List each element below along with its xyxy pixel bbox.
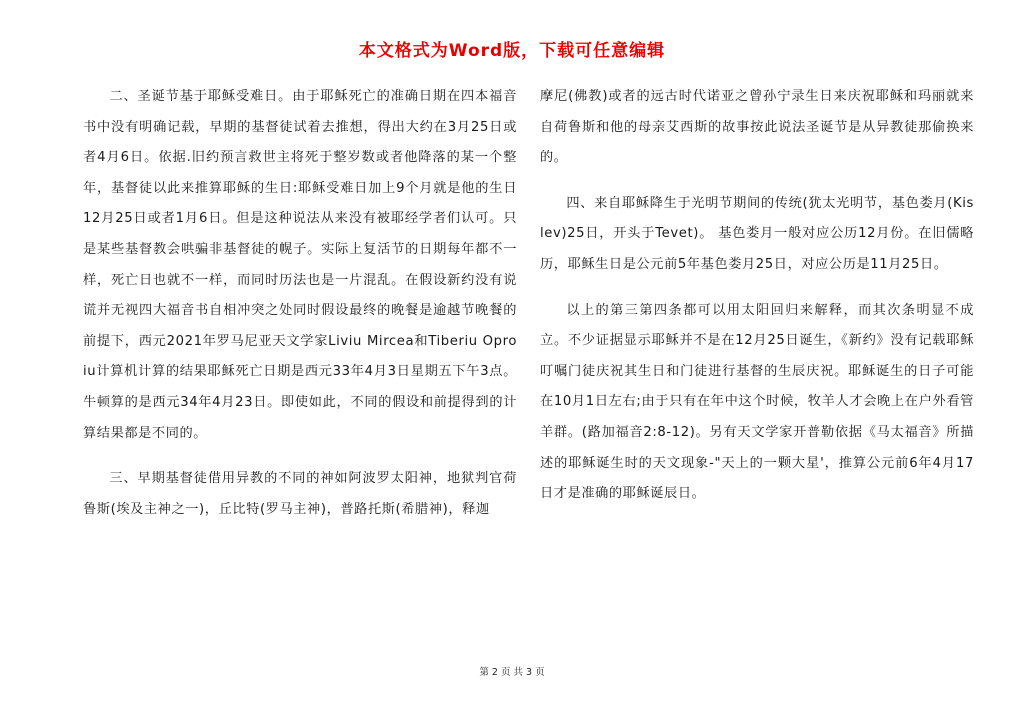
paragraph-four: 四、来自耶稣降生于光明节期间的传统(犹太光明节，基色娄月(Kislev)25日，开头于Tevet)。 基色娄月一般对应公历12月份。在旧儒略历，耶稣生日是公元前5年基色娄月25日，对应公历是11月25日。 [540,195,974,272]
paragraph-three-continued: 摩尼(佛教)或者的远古时代诺亚之曾孙宁录生日来庆祝耶稣和玛丽就来自荷鲁斯和他的母亲艾西斯的故事按此说法圣诞节是从异教徒那偷换来的。 [540,89,974,166]
paragraph-summary: 以上的第三第四条都可以用太阳回归来解释，而其次条明显不成立。不少证据显示耶稣并不是在12月25日诞生，《新约》没有记载耶稣叮嘱门徒庆祝其生日和门徒进行基督的生辰庆祝。耶稣诞生的日子可能在10月1日左右;由于只有在年中这个时候，牧羊人才会晚上在户外看管羊群。(路加福音2:8-12)。另有天文学家开普勒依据《马太福音》所描述的耶稣诞生时的天文现象-"天上的一颗大星'，推算公元前6年4月17日才是准确的耶稣诞辰日。 [540,302,974,502]
page-number: 第 2 页 共 3 页 [479,667,545,678]
left-text-column [83,82,517,540]
paragraph-three: 三、早期基督徒借用异教的不同的神如阿波罗太阳神，地狱判官荷鲁斯(埃及主神之一)，丘比特(罗马主神)，普路托斯(希腊神)，释迦 [83,471,517,517]
paragraph-two: 二、圣诞节基于耶稣受难日。由于耶稣死亡的准确日期在四本福音书中没有明确记载，早期的基督徒试着去推想，得出大约在3月25日或者4月6日。依据.旧约预言救世主将死于整岁数或者他降落的某一个整年，基督徒以此来推算耶稣的生日:耶稣受难日加上9个月就是他的生日12月25日或者1月6日。但是这种说法从来没有被耶经学者们认可。只是某些基督教会哄骗非基督徒的幌子。实际上复活节的日期每年都不一样，死亡日也就不一样，而同时历法也是一片混乱。在假设新约没有说谎并无视四大福音书自相冲突之处同时假设最终的晚餐是逾越节晚餐的前提下，西元2021年罗马尼亚天文学家Liviu Mircea和Tiberiu Oproiu计算机计算的结果耶稣死亡日期是西元33年4月3日星期五下午3点。牛顿算的是西元34年4月23日。即使如此，不同的假设和前提得到的计算结果都是不同的。 [83,89,517,441]
right-text-column [540,82,974,525]
download-banner: 本文格式为Word版，下载可任意编辑 [358,41,666,61]
